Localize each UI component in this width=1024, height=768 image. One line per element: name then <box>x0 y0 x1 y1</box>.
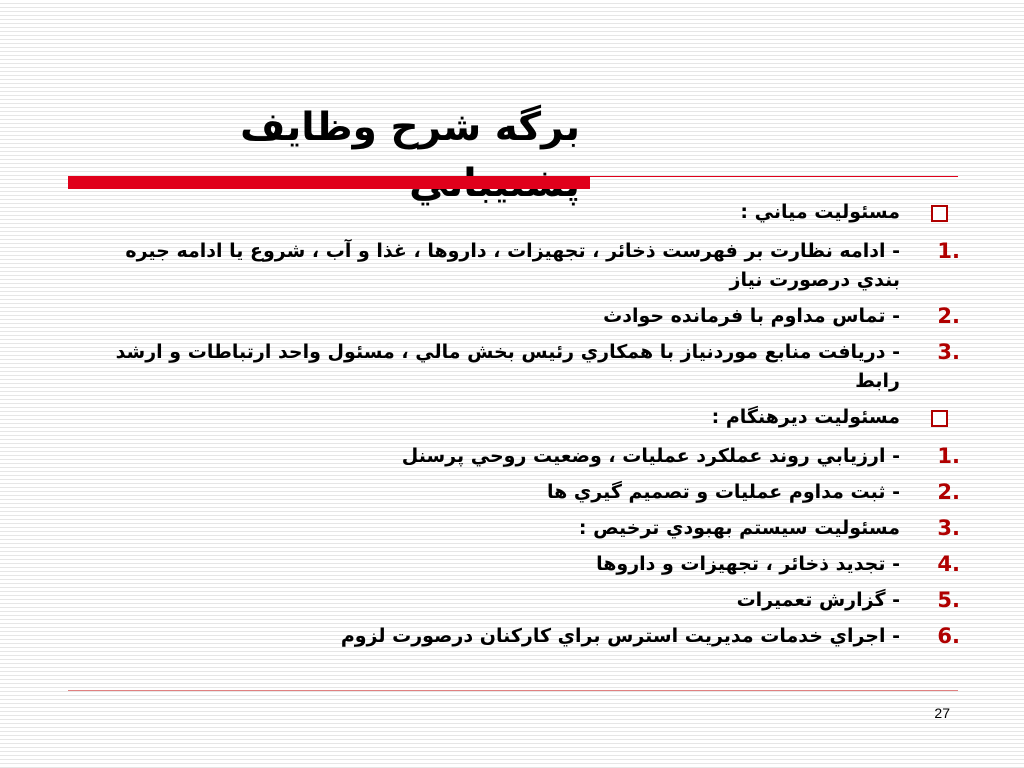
slide-body <box>100 198 960 658</box>
item-text: - ادامه نظارت بر فهرست ذخائر ، تجهيزات ، داروها ، غذا و آب ، شروع يا ادامه جيره بندي درصورت نياز <box>125 240 900 291</box>
item-number: 1. <box>937 239 960 263</box>
item-text: مسئوليت سيستم بهبودي ترخيص : <box>578 517 900 539</box>
footer-divider <box>68 690 958 691</box>
item-number: 3. <box>937 516 960 540</box>
list-item <box>100 237 960 295</box>
item-text: - گزارش تعميرات <box>736 589 900 611</box>
title-underline <box>68 176 958 189</box>
slide-title: برگه شرح وظايف <box>240 105 580 150</box>
list-item <box>100 478 960 507</box>
item-text: - ثبت مداوم عمليات و تصميم گيري ها <box>546 481 900 503</box>
item-number: 4. <box>937 552 960 576</box>
title-underline-bar <box>68 176 590 189</box>
list-item <box>100 514 960 543</box>
item-text: - دريافت منابع موردنياز با همكاري رئيس بخش مالي ، مسئول واحد ارتباطات و ارشد رابط <box>115 341 900 392</box>
item-text: - تجديد ذخائر ، تجهيزات و داروها <box>596 553 900 575</box>
list-item <box>100 442 960 471</box>
item-number: 3. <box>937 340 960 364</box>
list-item <box>100 338 960 396</box>
checkbox-bullet-icon <box>900 198 960 230</box>
list-item <box>100 198 960 230</box>
item-text: - تماس مداوم با فرمانده حوادث <box>603 305 900 327</box>
list-item <box>100 403 960 435</box>
section-heading: مسئوليت ديرهنگام : <box>711 406 900 428</box>
item-number: 2. <box>937 304 960 328</box>
item-number: 6. <box>937 624 960 648</box>
item-number: 1. <box>937 444 960 468</box>
item-number: 2. <box>937 480 960 504</box>
page-number: 27 <box>934 705 950 721</box>
checkbox-bullet-icon <box>900 403 960 435</box>
item-text: - اجراي خدمات مديريت استرس براي كاركنان درصورت لزوم <box>340 625 900 647</box>
list-item <box>100 586 960 615</box>
section-heading: مسئوليت مياني : <box>740 201 900 223</box>
item-text: - ارزيابي روند عملكرد عمليات ، وضعيت روحي پرسنل <box>401 445 900 467</box>
item-number: 5. <box>937 588 960 612</box>
title-underline-line <box>590 176 958 177</box>
list-item <box>100 622 960 651</box>
list-item <box>100 302 960 331</box>
list-item <box>100 550 960 579</box>
